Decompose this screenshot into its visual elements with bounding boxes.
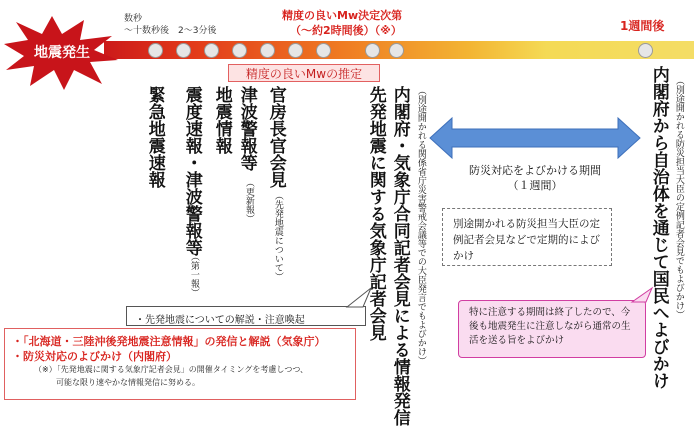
end-notice-box: 特に注意する期間は終了したので、今後も地震発生に注意しながら通常の生活を送る旨をよびかけ: [458, 300, 646, 358]
timeline-dot: [260, 43, 275, 58]
bottom-line-1: ・「北海道・三陸沖後発地震注意情報」の発信と解説（気象庁）: [12, 335, 326, 348]
callout-pointer: [345, 286, 375, 308]
periodic-call-box: 別途開かれる防災担当大臣の定例記者会見などで定期的によびかけ: [442, 208, 612, 266]
timeline-dot: [638, 43, 653, 58]
quake-info-column: 地震情報: [211, 86, 232, 154]
bottom-line-2: ・防災対応のよびかけ（内閣府）: [12, 350, 177, 363]
cabinet-note: （先発地震について）: [272, 191, 283, 281]
jma-press-column: 先発地震に関する気象庁記者会見: [365, 86, 386, 341]
joint-press-note: （別途開かれる関係省庁災害警戒会議等での大臣発言でもよびかけ）: [415, 86, 426, 365]
bottom-note-1: （※）「先発地震に関する気象庁記者会見」の開催タイミングを考慮しつつ、: [34, 365, 309, 374]
commentary-callout: ・先発地震についての解説・注意喚起: [126, 306, 366, 326]
local-call-note: （別途開かれる防災担当大臣の定例記者会見でもよびかけ）: [673, 76, 684, 319]
timeline-dot: [204, 43, 219, 58]
timeline-dot: [148, 43, 163, 58]
timeline-dot: [288, 43, 303, 58]
tsunami-update-column: 津波警報等: [236, 86, 257, 171]
bottom-note-2: 可能な限り速やかな情報発信に努める。: [56, 378, 200, 387]
time-label-seconds: 数秒: [124, 14, 143, 24]
timeline-dot: [232, 43, 247, 58]
pink-pointer: [630, 286, 656, 304]
quake-tsunami-column: 震度速報・津波警報等: [181, 86, 202, 256]
timeline-dot: [365, 43, 380, 58]
tsunami-update-note: （更新報）: [243, 178, 254, 223]
joint-press-column: 内閣府・気象庁合同記者会見による情報発信: [389, 86, 410, 426]
accurate-mw-subtitle: （〜約2時間後）（※）: [290, 24, 402, 37]
period-sublabel: （１週間）: [507, 179, 563, 192]
cabinet-column: 官房長官会見: [265, 86, 286, 188]
one-week-label: 1週間後: [620, 19, 665, 33]
period-arrow: [428, 116, 642, 160]
timeline-dot: [316, 43, 331, 58]
eew-column: 緊急地震速報: [144, 86, 165, 188]
time-label-minutes: 2〜3分後: [178, 26, 217, 36]
timeline-dot: [176, 43, 191, 58]
timeline-dot: [389, 43, 404, 58]
accurate-mw-title: 精度の良いMw決定次第: [282, 9, 403, 22]
earthquake-title: 地震発生: [34, 45, 90, 61]
estimate-box: 精度の良いMwの推定: [228, 64, 380, 82]
period-label: 防災対応をよびかける期間: [469, 164, 601, 177]
local-call-column: 内閣府から自治体を通じて国民へよびかけ: [648, 66, 669, 389]
time-label-tens: 〜十数秒後: [124, 26, 170, 36]
quake-tsunami-note: （第一報）: [188, 252, 199, 297]
